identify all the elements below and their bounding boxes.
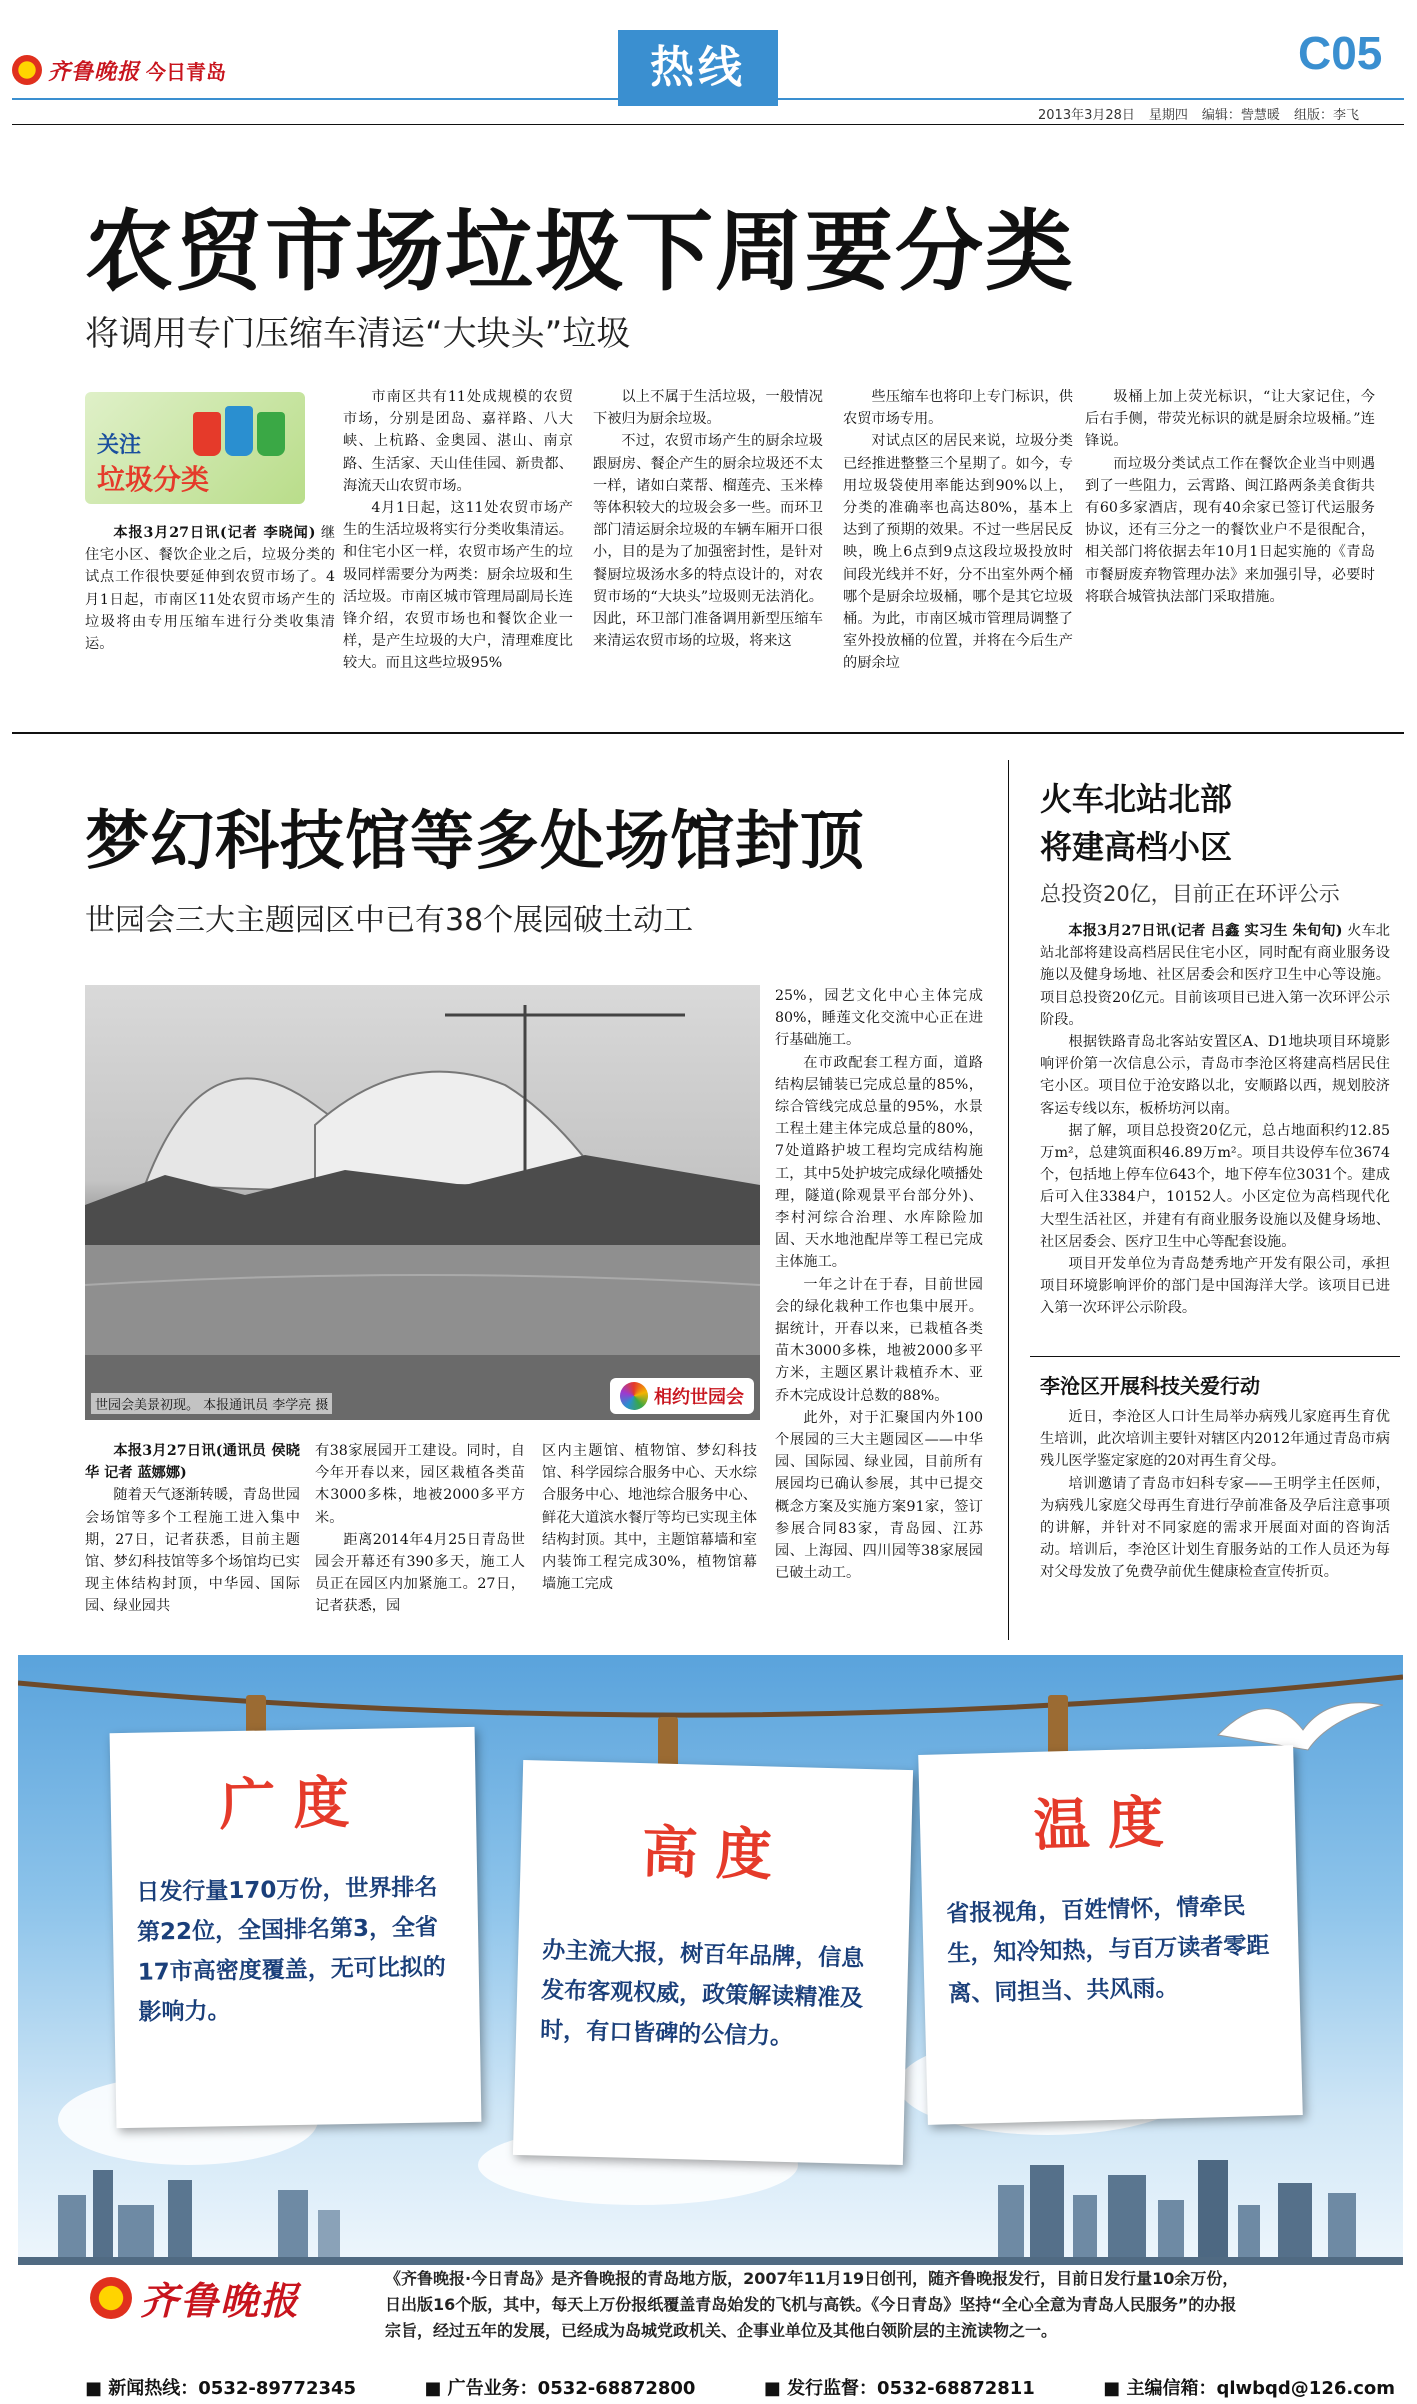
ad-line-text: 广告业务：0532-68872800 xyxy=(447,2378,696,2399)
story3-byline: 本报3月27日讯(记者 吕鑫 实习生 朱旬旬) xyxy=(1068,923,1343,939)
expo-logo xyxy=(610,1378,754,1414)
story2-headline: 梦幻科技馆等多处场馆封顶 xyxy=(85,804,865,879)
expo-photo xyxy=(85,985,760,1420)
ad-card-title: 高度 xyxy=(641,1819,791,1889)
expo-logo-text: 相约世园会 xyxy=(654,1387,744,1408)
header-rule-thin xyxy=(12,124,1404,125)
dist-line: ■ 发行监督：0532-68872811 xyxy=(763,2378,1035,2399)
story1-col5 xyxy=(1085,386,1375,716)
paragraph: 25%，园艺文化中心主体完成80%，睡莲文化交流中心正在进行基础施工。 xyxy=(775,988,983,1049)
news-hotline: ■ 新闻热线：0532-89772345 xyxy=(85,2378,357,2399)
section-title: 热线 xyxy=(618,30,778,106)
paragraph: 近日，李沧区人口计生局举办病残儿家庭再生育优生培训，此次培训主要针对辖区内2012年通过青岛市病残儿医学鉴定家庭的20对再生育父母。 xyxy=(1040,1409,1390,1470)
flower-icon xyxy=(620,1382,648,1410)
logo-name: 齐鲁晚报 xyxy=(48,58,141,85)
footer-logo xyxy=(90,2270,300,2325)
ad-card-title: 温度 xyxy=(1032,1789,1183,1859)
footer-intro: 《齐鲁晚报·今日青岛》是齐鲁晚报的青岛地方版，2007年11月19日创刊，随齐鲁晚报发行，目前日发行量10余万份，日出版16个版，其中，每天上万份报纸覆盖青岛始发的飞机与高铁。《今日青岛》坚持“全心全意为青岛人民服务”的办报宗旨，经过五年的发展，已经成为岛城党政机关、企事业单位及其他白领阶层的主流读物之一。 xyxy=(385,2269,1239,2340)
story3-subhead: 总投资20亿，目前正在环评公示 xyxy=(1040,882,1340,906)
badge-line2: 垃圾分类 xyxy=(97,463,210,496)
logo-sun-icon xyxy=(90,2277,132,2319)
editor-email[interactable]: ■ 主编信箱：qlwbqd@126.com xyxy=(1103,2378,1395,2399)
story1-subhead: 将调用专门压缩车清运“大块头”垃圾 xyxy=(85,314,631,354)
photo-caption: 世园会美景初现。 本报通讯员 李学亮 摄 xyxy=(91,1393,332,1414)
paragraph: 火车北站北部将建设高档居民住宅小区，同时配有商业服务设施以及健身场地、社区居委会和医疗卫生中心等设施。项目总投资20亿元。目前该项目已进入第一次环评公示阶段。 xyxy=(1040,923,1390,1028)
paragraph: 有38家展园开工建设。同时，自今年开春以来，园区栽植各类苗木3000多株，地被2000多平方米。 xyxy=(315,1443,525,1526)
bin-icon xyxy=(257,412,285,456)
paragraph: 而垃圾分类试点工作在餐饮企业当中则遇到了一些阻力，云霄路、闽江路两条美食街共有60多家酒店，现有40余家已签订代运服务协议，还有三分之一的餐饮业户不是很配合，相关部门将依据去年10月1日起实施的《青岛市餐厨废弃物管理办法》来加强引导，必要时将联合城管执法部门采取措施。 xyxy=(1085,455,1375,605)
dist-line-text: 发行监督：0532-68872811 xyxy=(787,2378,1035,2399)
paragraph: 圾桶上加上荧光标识，“让大家记住，今后右手侧，带荧光标识的就是厨余垃圾桶。”连锋说。 xyxy=(1085,389,1375,450)
bin-icon xyxy=(193,412,221,456)
ad-card-body: 省报视角，百姓情怀，情牵民生，知冷知热，与百万读者零距离、同担当、共风雨。 xyxy=(946,1893,1270,2008)
rope-line xyxy=(18,1655,1403,1735)
story3-headline-2: 将建高档小区 xyxy=(1040,828,1233,866)
paragraph: 对试点区的居民来说，垃圾分类已经推进整整三个星期了。如今，专用垃圾袋使用率能达到90%以上，分类的准确率也高达80%，基本上达到了预期的效果。不过一些居民反映，晚上6点到9点这段垃圾投放时间段光线并不好，分不出室外两个桶哪个是厨余垃圾桶，哪个是其它垃圾桶。为此，市南区城市管理局调整了室外投放桶的位置，并将在今后生产的厨余垃 xyxy=(843,433,1073,672)
paragraph: 不过，农贸市场产生的厨余垃圾跟厨房、餐企产生的厨余垃圾还不太一样，诸如白菜帮、榴莲壳、玉米棒等体积较大的垃圾会多一些。而环卫部门清运厨余垃圾的车辆车厢开口很小，目的是为了加强密封性，是针对餐厨垃圾汤水多的特点设计的，对农贸市场的“大块头”垃圾则无法消化。因此，环卫部门准备调用新型压缩车来清运农贸市场的垃圾，将来这 xyxy=(593,433,823,650)
brand-advertisement xyxy=(18,1655,1403,2265)
paragraph: 据了解，项目总投资20亿元，总占地面积约12.85万m²，总建筑面积46.89万m²。项目共设停车位3674个，包括地上停车位643个，地下停车位3031个。建成后可入住3384户，10152人。小区定位为高档现代化大型生活社区，并建有有商业服务设施以及健身场地、社区居委会、医疗卫生中心等配套设施。 xyxy=(1040,1122,1390,1250)
badge-line1: 关注 xyxy=(97,433,142,458)
paragraph: 些压缩车也将印上专门标识，供农贸市场专用。 xyxy=(843,389,1073,428)
paragraph: 随着天气逐渐转暖，青岛世园会场馆等多个工程施工进入集中期，27日，记者获悉，目前主题馆、梦幻科技馆等多个场馆均已实现主体结构封顶，中华园、国际园、绿业园共 xyxy=(85,1487,300,1615)
masthead-logo xyxy=(12,48,272,92)
weekday: 星期四 xyxy=(1148,108,1188,123)
story3-headline-1: 火车北站北部 xyxy=(1040,780,1233,818)
story1-lead: 继住宅小区、餐饮企业之后，垃圾分类的试点工作很快要延伸到农贸市场了。4月1日起，市南区11处农贸市场产生的垃圾将由专用压缩车进行分类收集清运。 xyxy=(85,525,335,653)
designer: 组版：李飞 xyxy=(1293,108,1359,123)
ad-card-warmth xyxy=(918,1745,1303,2125)
story3-body xyxy=(1040,920,1390,1330)
logo-sub: 今日青岛 xyxy=(146,59,227,84)
story2-col-c xyxy=(542,1440,757,1640)
story2-col-right xyxy=(775,985,983,1645)
paragraph: 根据铁路青岛北客站安置区A、D1地块项目环境影响评价第一次信息公示，青岛市李沧区将建高档居民住宅小区。项目位于沧安路以北，安顺路以西，规划胶济客运专线以东，板桥坊河以南。 xyxy=(1040,1034,1390,1117)
paragraph: 此外，对于汇聚国内外100个展园的三大主题园区——中华园、国际园、绿业园，目前所有展园均已确认参展，其中已提交概念方案及实施方案91家，签订参展合同83家，青岛园、江苏园、上海园、四川园等38家展园已破土动工。 xyxy=(775,1409,983,1582)
logo-sun-icon xyxy=(12,55,42,85)
ad-card-title: 广度 xyxy=(218,1769,368,1839)
editor-email-text[interactable]: 主编信箱：qlwbqd@126.com xyxy=(1126,2378,1395,2399)
paragraph: 培训邀请了青岛市妇科专家——王明学主任医师，为病残儿家庭父母再生育进行孕前准备及孕后注意事项的讲解，并针对不同家庭的需求开展面对面的咨询活动。培训后，李沧区计划生育服务站的工作人员还为每对父母发放了免费孕前优生健康检查宣传折页。 xyxy=(1040,1475,1390,1581)
story4-headline: 李沧区开展科技关爱行动 xyxy=(1040,1374,1260,1398)
story4-body xyxy=(1040,1406,1390,1642)
story1-col1 xyxy=(85,522,335,722)
paragraph: 4月1日起，这11处农贸市场产生的生活垃圾将实行分类收集清运。和住宅小区一样，农贸市场产生的垃圾同样需要分为两类：厨余垃圾和生活垃圾。市南区城市管理局副局长连锋介绍，农贸市场也和餐饮企业一样，是产生垃圾的大户，清理难度比较大。而且这些垃圾95% xyxy=(343,500,573,672)
story4-rule xyxy=(1030,1356,1400,1357)
paragraph: 市南区共有11处成规模的农贸市场，分别是团岛、嘉祥路、八大峡、上杭路、金奥园、湛山、南京路、生活家、天山佳佳园、新贵都、海流天山农贸市场。 xyxy=(343,389,573,494)
ad-card-body: 办主流大报，树百年品牌，信息发布客观权威，政策解读精准及时，有口皆碑的公信力。 xyxy=(539,1937,865,2051)
story1-col2 xyxy=(343,386,573,716)
story2-col-a xyxy=(85,1440,300,1640)
story2-col-b xyxy=(315,1440,525,1640)
editor: 编辑：訾慧暖 xyxy=(1201,108,1280,123)
ad-line: ■ 广告业务：0532-68872800 xyxy=(424,2378,696,2399)
garbage-sorting-badge xyxy=(85,392,305,504)
story2-subhead: 世园会三大主题园区中已有38个展园破土动工 xyxy=(85,903,694,938)
paragraph: 项目开发单位为青岛楚秀地产开发有限公司，承担项目环境影响评价的部门是中国海洋大学。该项目已进入第一次环评公示阶段。 xyxy=(1040,1256,1390,1317)
story1-byline: 本报3月27日讯(记者 李晓闻) xyxy=(113,525,316,541)
paragraph: 区内主题馆、植物馆、梦幻科技馆、科学园综合服务中心、天水综合服务中心、地池综合服务中心、鲜花大道滨水餐厅等均已实现主体结构封顶。其中，主题馆幕墙和室内装饰工程完成30%，植物馆幕墙施工完成 xyxy=(542,1443,757,1593)
story1-headline: 农贸市场垃圾下周要分类 xyxy=(85,199,1076,303)
ad-card-height xyxy=(513,1760,913,2165)
paragraph: 在市政配套工程方面，道路结构层铺装已完成总量的85%，综合管线完成总量的95%，水景工程土建主体完成总量的80%，7处道路护坡工程均完成结构施工，其中5处护坡完成绿化喷播处理，隧道(除观景平台部分外)、李村河综合治理、水库除险加固、天水地池配岸等工程已完成主体施工。 xyxy=(775,1054,983,1271)
page-number: C05 xyxy=(1298,27,1383,79)
footer-logo-name: 齐鲁晚报 xyxy=(140,2278,301,2323)
story2-byline: 本报3月27日讯(通讯员 侯晓华 记者 蓝娜娜) xyxy=(85,1443,300,1482)
date: 2013年3月28日 xyxy=(1038,108,1135,123)
city-skyline xyxy=(18,2155,1403,2265)
story1-col3 xyxy=(593,386,823,716)
column-divider xyxy=(1008,760,1009,1640)
paragraph: 一年之计在于春，目前世园会的绿化栽种工作也集中展开。据统计，开春以来，已栽植各类苗木3000多株，地被2000多平方米，主题区累计栽植乔木、亚乔木完成设计总数的88%。 xyxy=(775,1276,983,1404)
paragraph: 距离2014年4月25日青岛世园会开幕还有390多天，施工人员正在园区内加紧施工。27日，记者获悉，园 xyxy=(315,1531,525,1615)
news-hotline-text: 新闻热线：0532-89772345 xyxy=(108,2378,357,2399)
ad-card-body: 日发行量170万份，世界排名第22位，全国排名第3，全省17市高密度覆盖，无可比拟的影响力。 xyxy=(136,1874,446,2026)
story1-col4 xyxy=(843,386,1073,716)
ad-card-breadth xyxy=(110,1727,482,2128)
header-rule xyxy=(12,98,1404,100)
page-meta xyxy=(1038,104,1359,123)
bin-icon xyxy=(225,406,253,456)
footer-contacts xyxy=(85,2374,1395,2400)
story1-bottom-rule xyxy=(12,732,1404,734)
paragraph: 以上不属于生活垃圾，一般情况下被归为厨余垃圾。 xyxy=(593,389,823,428)
expo-photo-drawing xyxy=(85,985,760,1420)
